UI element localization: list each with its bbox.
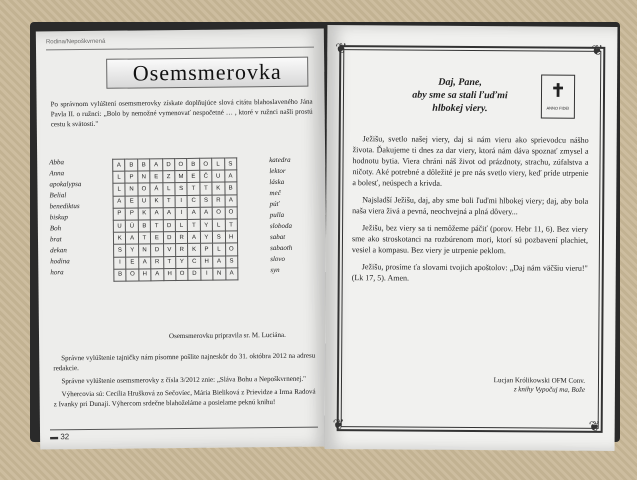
page-number: 32 (60, 432, 70, 442)
author-credit: Osemsmerovku pripravila sr. M. Luciána. (168, 330, 286, 341)
left-page (36, 29, 328, 450)
grid-cell: L (175, 219, 188, 231)
grid-cell: A (138, 256, 151, 268)
grid-cell: T (188, 219, 201, 231)
grid-cell: L (113, 183, 126, 195)
word-list-item: pulla (269, 210, 285, 220)
grid-cell: P (126, 208, 139, 220)
grid-cell: Y (126, 244, 139, 256)
grid-cell: Ú (126, 220, 139, 232)
grid-cell: E (151, 232, 164, 244)
grid-cell: T (163, 195, 176, 207)
grid-cell: N (213, 268, 226, 280)
grid-cell: P (200, 243, 213, 255)
solution-paragraph: Správne vylúštenie tajničky nám písomne pošlite najneskôr do 31. októbra 2012 na adresu redakcie. (53, 351, 316, 373)
prayer-title (375, 75, 545, 115)
grid-cell: I (201, 268, 214, 280)
word-list-item: Boh (49, 224, 62, 233)
grid-cell: K (188, 244, 201, 256)
grid-cell: A (200, 207, 213, 219)
word-list-item: lektor (269, 166, 286, 176)
grid-cell: I (175, 195, 188, 207)
word-list-item: Anna (49, 169, 65, 178)
grid-cell: A (163, 207, 176, 219)
grid-cell: H (163, 268, 176, 280)
running-header: Rodina/Nepoškvrnená (46, 37, 314, 51)
grid-cell: Y (176, 256, 189, 268)
grid-cell: R (176, 244, 189, 256)
grid-cell: D (151, 244, 164, 256)
grid-cell: I (175, 207, 188, 219)
logo-mark-icon: ✝ (550, 80, 566, 101)
word-list-item: sabaoth (270, 243, 293, 253)
grid-cell: P (125, 171, 138, 183)
grid-cell: R (175, 232, 188, 244)
word-list-item: benediktus (49, 202, 80, 211)
grid-cell: D (163, 232, 176, 244)
grid-cell: R (212, 195, 225, 207)
right-page (325, 25, 618, 451)
grid-cell: D (162, 159, 175, 171)
page-footer: ▬ 32 (50, 427, 318, 442)
corner-ornament-icon: ❦ (588, 419, 601, 435)
word-list-item: brat (49, 235, 62, 244)
grid-cell: E (125, 196, 138, 208)
grid-cell: D (163, 220, 176, 232)
grid-cell: S (175, 183, 188, 195)
grid-cell: L (113, 171, 126, 183)
grid-cell: L (212, 158, 225, 170)
prayer-paragraph: Ježišu, svetlo našej viery, daj si nám vieru ako sprievodcu nášho života. Ďakujeme ti dnes za dar viery, ktorá nám dáva spoznať zmysel a hodnotu bytia. Viera chráni náš život od prázdnoty, strachu, zúfalstva a ničoty. Aké potrebné a dôležité je pre nás svetlo viery, keď príde utrpenie a bolesť, neúspech a krivda. (352, 134, 589, 188)
word-list-item: apokalypsa (49, 180, 82, 189)
grid-cell: R (151, 256, 164, 268)
grid-cell: T (150, 220, 163, 232)
grid-cell: K (212, 182, 225, 194)
grid-cell: K (138, 208, 151, 220)
grid-cell: E (126, 256, 139, 268)
signature-line: Lucjan Królikowski OFM Conv. (493, 376, 586, 385)
prayer-title-line: Daj, Pane, (438, 76, 482, 89)
grid-cell: U (212, 170, 225, 182)
grid-cell: K (113, 232, 126, 244)
grid-cell: L (212, 219, 225, 231)
word-list-left (49, 157, 106, 279)
grid-cell: A (113, 196, 126, 208)
grid-cell: T (163, 256, 176, 268)
word-list-item: láska (269, 177, 285, 187)
grid-cell: T (187, 183, 200, 195)
grid-cell: U (113, 220, 126, 232)
grid-cell: H (139, 269, 152, 281)
grid-cell: C (188, 256, 201, 268)
grid-cell: Č (200, 170, 213, 182)
prayer-signature (435, 376, 585, 395)
grid-cell: S (225, 255, 238, 267)
grid-cell: T (225, 219, 238, 231)
grid-cell: B (224, 182, 237, 194)
grid-cell: P (113, 208, 126, 220)
word-list-item: púť (269, 199, 280, 209)
page-title: Osemsmerovka (106, 57, 308, 89)
prayer-paragraph: Najsladší Ježišu, daj, aby sme boli ľuďmi hlbokej viery; daj, aby bola naša viera živá a pevná, neochvejná a plná dôvery... (352, 195, 589, 217)
grid-cell: Y (200, 231, 213, 243)
grid-cell: O (175, 158, 188, 170)
grid-cell: D (188, 268, 201, 280)
grid-cell: B (137, 159, 150, 171)
grid-cell: M (175, 171, 188, 183)
grid-cell: A (213, 256, 226, 268)
grid-cell: A (113, 159, 126, 171)
word-list-item: hodina (50, 257, 70, 266)
grid-cell: U (138, 195, 151, 207)
solution-paragraph: Výhercovia sú: Cecília Hrušková zo Sečovíec, Mária Bieliková z Prievidze a Irma Radová z Ivanky pri Dunaji. Výhercom srdečne blahoželáme a posielame peknú knihu! (53, 387, 316, 409)
word-list-right (269, 155, 320, 277)
grid-cell: S (224, 158, 237, 170)
intro-text: Po správnom vylúštení osemsmerovky získate doplňujúce slová citátu blahoslaveného Jána Pavla II. o ružnci: „Bolo by nemožné vymenovať nespočetné … , ktoré v ružnci našli prostú cestu k svätosti." (50, 97, 313, 129)
grid-cell: I (114, 257, 127, 269)
grid-cell: A (225, 268, 238, 280)
word-list-item: slovo (270, 254, 286, 264)
prayer-paragraph: Ježišu, prosíme ťa slovami tvojich apoštolov: „Daj nám väčšiu vieru!" (Lk 17, 5). Amen. (351, 262, 588, 283)
prayer-title-line: hlbokej viery. (432, 102, 488, 115)
grid-cell: O (212, 207, 225, 219)
grid-cell: H (225, 231, 238, 243)
grid-cell: O (225, 207, 238, 219)
grid-cell: T (200, 183, 213, 195)
grid-cell: K (150, 195, 163, 207)
grid-cell: O (138, 183, 151, 195)
grid-cell: L (162, 183, 175, 195)
grid-cell: B (187, 158, 200, 170)
grid-cell: L (213, 243, 226, 255)
grid-cell: A (126, 232, 139, 244)
grid-cell: C (187, 195, 200, 207)
word-search-grid (112, 157, 238, 281)
grid-cell: S (114, 244, 127, 256)
grid-cell: A (188, 207, 201, 219)
year-of-faith-logo (541, 74, 575, 118)
grid-cell: O (126, 269, 139, 281)
grid-cell: T (138, 232, 151, 244)
word-list-item: dekan (50, 246, 67, 255)
grid-cell: A (150, 207, 163, 219)
grid-cell: A (188, 231, 201, 243)
grid-cell: V (163, 244, 176, 256)
grid-cell: O (176, 268, 189, 280)
corner-ornament-icon: ❦ (332, 418, 345, 434)
word-list-item: meč (269, 188, 281, 198)
solution-text (53, 351, 316, 413)
word-list-item: sabat (269, 232, 286, 242)
corner-ornament-icon: ❦ (591, 43, 604, 59)
grid-cell: O (199, 158, 212, 170)
corner-ornament-icon: ❦ (335, 42, 348, 58)
word-list-item: hora (50, 268, 64, 277)
word-list-item: biskup (49, 213, 69, 222)
word-list-item: katedra (269, 155, 291, 165)
grid-cell: N (138, 171, 151, 183)
grid-cell: A (225, 194, 238, 206)
grid-cell: A (150, 159, 163, 171)
grid-cell: N (125, 183, 138, 195)
grid-cell: Á (150, 183, 163, 195)
prayer-paragraph: Ježišu, bez viery sa ti nemôžeme páčiť (porov. Hebr 11, 6). Bez viery sme ako stroskotanci na rozbúrenom mori, ktorí sú pozbavení plachiet, vesiel a kompasu. Bez viery je utrpenie peklom. (351, 223, 589, 256)
grid-cell: B (114, 269, 127, 281)
word-list-item: sloboda (269, 221, 293, 231)
grid-cell: Y (200, 219, 213, 231)
grid-cell: H (200, 256, 213, 268)
grid-cell: S (213, 231, 226, 243)
word-list-item: Belial (49, 191, 67, 200)
grid-cell: O (225, 243, 238, 255)
solution-paragraph: Správne vylúštenie osemsmerovky z čísla 3/2012 znie: „Sláva Bohu a Nepoškvrnenej." (61, 374, 307, 386)
prayer-text (352, 133, 589, 291)
signature-line: z knihy Vypočuj ma, Bože (513, 385, 585, 394)
grid-cell: E (187, 171, 200, 183)
word-list-item: syn (270, 265, 280, 275)
grid-cell: S (200, 195, 213, 207)
logo-text: ANNO FIDEI (546, 105, 570, 111)
grid-cell: B (138, 220, 151, 232)
grid-cell: Z (162, 171, 175, 183)
grid-cell: A (151, 268, 164, 280)
prayer-title-line: aby sme sa stali ľuďmi (412, 89, 508, 102)
word-list-item: Abba (49, 158, 65, 167)
grid-cell: B (125, 159, 138, 171)
grid-cell: E (150, 171, 163, 183)
grid-cell: N (138, 244, 151, 256)
grid-cell: A (224, 170, 237, 182)
